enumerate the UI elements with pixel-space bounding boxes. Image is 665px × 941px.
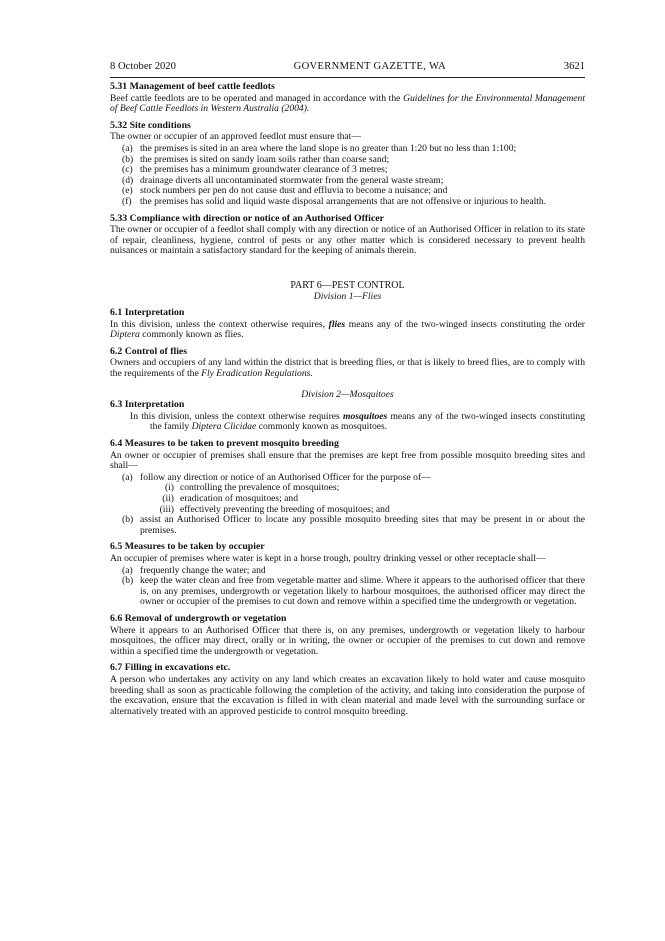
text-run: means any of the two-winged insects constituting the order: [345, 318, 585, 330]
text-run: Beef cattle feedlots are to be operated and managed in accordance with the: [110, 92, 404, 104]
section-text: [110, 412, 585, 433]
section-intro: The owner or occupier of an approved feedlot must ensure that—: [110, 131, 361, 143]
section-6-6: [110, 614, 585, 657]
item-label: (c): [122, 164, 133, 176]
item-text: frequently change the water; and: [140, 564, 266, 576]
item-label: (ii): [162, 493, 174, 504]
item-text: controlling the prevalence of mosquitoes;: [180, 482, 340, 494]
item-label: (a): [122, 142, 133, 154]
section-6-3: [110, 400, 585, 433]
item-text: assist an Authorised Officer to locate any possible mosquito breeding sites that may be present in or about the premises.: [140, 514, 585, 536]
item-label: (a): [122, 564, 133, 576]
item-text: effectively preventing the breeding of mosquitoes; and: [180, 503, 390, 515]
italic-term: Diptera: [110, 329, 140, 341]
item-text: drainage diverts all uncontaminated stormwater from the general waste stream;: [140, 174, 444, 186]
item-label: (f): [122, 195, 132, 207]
item-label: (b): [122, 575, 134, 587]
section-heading: 6.3 Interpretation: [110, 399, 185, 411]
section-5-31: [110, 82, 585, 115]
section-6-7: [110, 663, 585, 717]
text-run: Owners and occupiers of any land within the district that is breeding flies, or that is likely to breed flies, are to comply with the requirements of the: [110, 357, 585, 380]
header-title: GOVERNMENT GAZETTE, WA: [293, 61, 447, 72]
item-label: (iii): [159, 503, 174, 515]
section-text: [110, 94, 585, 115]
section-text: [110, 358, 585, 379]
section-heading: 6.2 Control of flies: [110, 345, 188, 357]
defined-term: flies: [328, 318, 346, 330]
section-text: Where it appears to an Authorised Officer that there is, on any premises, undergrowth or vegetation likely to harbour mosquitoes, the officer may direct, orally or in writing, the owner or occupier of the premises to cut down and remove within a specified time the undergrowth or vegetation.: [110, 624, 585, 657]
section-6-1: [110, 308, 585, 341]
item-label: (e): [122, 185, 133, 197]
item-label: (i): [164, 482, 174, 494]
item-text: the premises has a minimum groundwater clearance of 3 metres;: [140, 164, 388, 176]
section-6-2: [110, 347, 585, 380]
item-text: keep the water clean and free from vegetable matter and slime. Where it appears to the authorised officer that there is, on any premises, undergrowth or vegetation likely to harbour mosquitoes, the authorised officer may direct the owner or occupier of the premises to cut down and remove within a specified time the undergrowth or vegetation.: [140, 575, 585, 608]
list-item: [110, 197, 585, 208]
item-text: follow any direction or notice of an Authorised Officer for the purpose of—: [140, 471, 431, 483]
page-header: [110, 61, 585, 72]
item-text: the premises is sited in an area where the land slope is no greater than 1:20 but no less than 1:100;: [140, 142, 517, 154]
item-label: (b): [122, 153, 134, 165]
section-heading: 6.5 Measures to be taken by occupier: [110, 541, 265, 553]
division-title: Division 1—Flies: [313, 290, 382, 302]
section-heading: 5.31 Management of beef cattle feedlots: [110, 81, 275, 92]
section-intro: An occupier of premises where water is kept in a horse trough, poultry drinking vessel or other receptacle shall—: [110, 552, 546, 564]
header-rule: [110, 77, 585, 78]
section-text: [110, 320, 585, 341]
section-heading: 5.32 Site conditions: [110, 119, 191, 131]
page-content: [110, 82, 585, 723]
text-run: commonly known as mosquitoes.: [256, 421, 388, 433]
section-heading: 6.1 Interpretation: [110, 307, 185, 319]
text-run: In this division, unless the context otherwise requires,: [110, 318, 329, 330]
section-intro: An owner or occupier of premises shall ensure that the premises are kept free from possible mosquito breeding sites and shall—: [110, 449, 585, 472]
section-6-5: [110, 542, 585, 608]
section-heading: 5.33 Compliance with direction or notice of an Authorised Officer: [110, 212, 384, 224]
item-label: (d): [122, 174, 134, 186]
section-text: A person who undertakes any activity on any land which creates an excavation likely to hold water and cause mosquito breeding shall as soon as practicable following the completion of the activity, and taking into consideration the purpose of the excavation, ensure that the excavation is filled in with clean material and made level with the surrounding surface or alternatively treated with an approved pesticide to control mosquito breeding.: [110, 673, 585, 717]
section-5-33: [110, 214, 585, 257]
section-text: The owner or occupier of a feedlot shall comply with any direction or notice of an Authorised Officer in relation to its state of repair, cleanliness, hygiene, control of pests or any other matter which is considered necessary to prevent health nuisances or maintain a satisfactory standard for the keeping of animals therein.: [110, 224, 585, 257]
item-text: the premises is sited on sandy loam soils rather than coarse sand;: [140, 153, 390, 165]
item-text: the premises has solid and liquid waste disposal arrangements that are not offensive or injurious to health.: [140, 195, 547, 207]
section-5-32: [110, 121, 585, 208]
italic-term: Diptera Clicidae: [191, 421, 257, 433]
italic-title: Guidelines for the Environmental Management of Beef Cattle Feedlots in Western Australia (2004).: [110, 92, 585, 115]
header-date: 8 October 2020: [110, 61, 176, 72]
section-6-4: [110, 439, 585, 536]
division-title: Division 2—Mosquitoes: [301, 388, 394, 400]
section-heading: 6.4 Measures to be taken to prevent mosquito breeding: [110, 438, 339, 450]
part-title: PART 6—PEST CONTROL: [290, 279, 405, 291]
item-text: stock numbers per pen do not cause dust and effluvia to become a nuisance; and: [140, 185, 448, 197]
text-run: means any of the two-winged insects constituting the family: [150, 410, 586, 433]
list-item: [110, 515, 585, 536]
italic-title: Fly Eradication Regulations.: [201, 368, 313, 380]
text-run: commonly known as flies.: [139, 329, 244, 341]
text-run: In this division, unless the context otherwise requires: [130, 410, 343, 422]
section-heading: 6.7 Filling in excavations etc.: [110, 662, 231, 674]
section-heading: 6.6 Removal of undergrowth or vegetation: [110, 612, 287, 624]
defined-term: mosquitoes: [342, 410, 388, 422]
list-item: [110, 576, 585, 608]
item-label: (b): [122, 514, 134, 526]
header-page-number: 3621: [563, 61, 585, 72]
item-text: eradication of mosquitoes; and: [180, 493, 299, 504]
list-item: [110, 144, 585, 155]
sub-list-item: [110, 494, 585, 505]
item-label: (a): [122, 471, 133, 483]
